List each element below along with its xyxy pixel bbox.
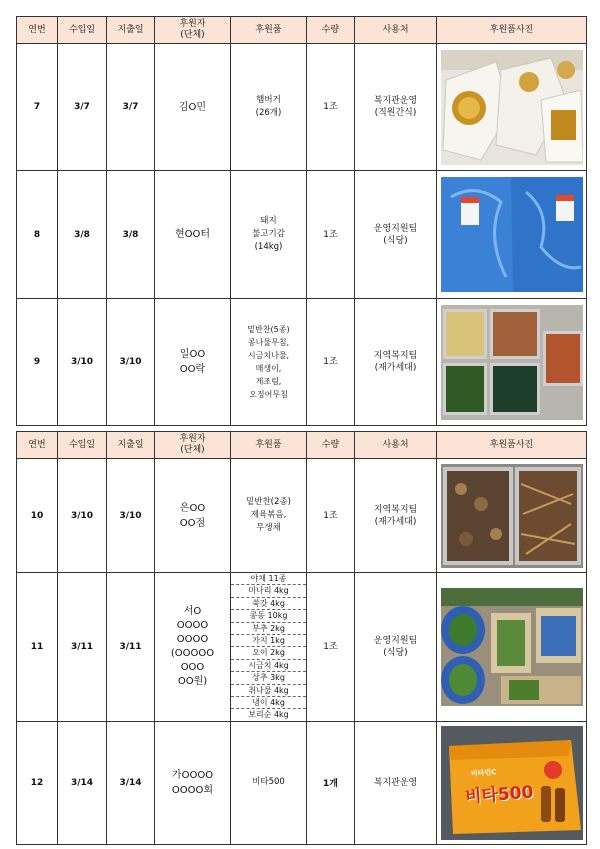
row-donor: 일OO OO락 bbox=[155, 299, 231, 426]
table-row bbox=[17, 459, 587, 573]
vita500-box-label: 비타500 bbox=[464, 782, 534, 808]
row-photo-cell bbox=[437, 44, 587, 171]
row-qty: 1조 bbox=[307, 299, 355, 426]
row-item: 밑반찬(2종) 제육볶음, 무생채 bbox=[231, 459, 307, 573]
header-in-date: 수입일 bbox=[58, 17, 107, 44]
row-out-date: 3/8 bbox=[107, 171, 155, 299]
header-donor: 후원자 (단체) bbox=[155, 432, 231, 459]
row-no: 10 bbox=[17, 459, 58, 573]
list-item: 쑥갓 4kg bbox=[231, 598, 306, 610]
row-donor: 서O OOOO OOOO (OOOOO OOO OO원) bbox=[155, 573, 231, 722]
row-no: 7 bbox=[17, 44, 58, 171]
table-row bbox=[17, 171, 587, 299]
donation-table-2 bbox=[16, 431, 587, 845]
vegetables-photo bbox=[441, 588, 583, 706]
row-in-date: 3/8 bbox=[58, 171, 107, 299]
row-donor: 은OO OO점 bbox=[155, 459, 231, 573]
row-item: 돼지 불고기감 (14kg) bbox=[231, 171, 307, 299]
row-donor: 가OOOO OOOO회 bbox=[155, 721, 231, 844]
list-item: 상추 3kg bbox=[231, 672, 306, 684]
list-item: 오이 2kg bbox=[231, 647, 306, 659]
row-use: 지역복지팀 (재가세대) bbox=[355, 459, 437, 573]
row-no: 8 bbox=[17, 171, 58, 299]
header-qty: 수량 bbox=[307, 17, 355, 44]
row-use: 지역복지팀 (재가세대) bbox=[355, 299, 437, 426]
table-row bbox=[17, 721, 587, 844]
row-no: 9 bbox=[17, 299, 58, 426]
two-side-dishes-photo bbox=[441, 464, 583, 568]
header-no: 연번 bbox=[17, 432, 58, 459]
row-qty: 1조 bbox=[307, 171, 355, 299]
header-item: 후원품 bbox=[231, 432, 307, 459]
row-out-date: 3/10 bbox=[107, 299, 155, 426]
table-row bbox=[17, 573, 587, 722]
row-item-list-cell bbox=[231, 573, 307, 722]
row-photo-cell bbox=[437, 171, 587, 299]
vita500-box-subtext: 비타민C bbox=[470, 767, 497, 778]
list-item: 취나물 4kg bbox=[231, 685, 306, 697]
row-photo-cell bbox=[437, 573, 587, 722]
row-in-date: 3/7 bbox=[58, 44, 107, 171]
hamburger-photo bbox=[441, 50, 583, 165]
row-out-date: 3/11 bbox=[107, 573, 155, 722]
row-photo-cell bbox=[437, 299, 587, 426]
row-no: 11 bbox=[17, 573, 58, 722]
row-use: 복지관운영 (직원간식) bbox=[355, 44, 437, 171]
row-donor: 현OO터 bbox=[155, 171, 231, 299]
row-no: 12 bbox=[17, 721, 58, 844]
list-item: 콩동 10kg bbox=[231, 610, 306, 622]
header-out-date: 지출일 bbox=[107, 432, 155, 459]
donation-table-1 bbox=[16, 16, 587, 426]
row-photo-cell bbox=[437, 721, 587, 844]
row-photo-cell bbox=[437, 459, 587, 573]
header-no: 연번 bbox=[17, 17, 58, 44]
side-dishes-photo bbox=[441, 305, 583, 420]
header-photo: 후원품사진 bbox=[437, 17, 587, 44]
row-out-date: 3/10 bbox=[107, 459, 155, 573]
list-item: 부추 2kg bbox=[231, 623, 306, 635]
header-photo: 후원품사진 bbox=[437, 432, 587, 459]
pork-photo bbox=[441, 177, 583, 292]
list-item: 가지 1kg bbox=[231, 635, 306, 647]
header-qty: 수량 bbox=[307, 432, 355, 459]
table-row bbox=[17, 299, 587, 426]
list-item: 야채 11종 bbox=[231, 573, 306, 585]
header-donor: 후원자 (단체) bbox=[155, 17, 231, 44]
row-out-date: 3/14 bbox=[107, 721, 155, 844]
row-in-date: 3/10 bbox=[58, 459, 107, 573]
vita500-photo bbox=[441, 726, 583, 840]
row-in-date: 3/10 bbox=[58, 299, 107, 426]
row-qty: 1조 bbox=[307, 44, 355, 171]
row-qty: 1개 bbox=[307, 721, 355, 844]
row-item: 햄버거 (26개) bbox=[231, 44, 307, 171]
row-use: 운영지원팀 (식당) bbox=[355, 171, 437, 299]
row-in-date: 3/11 bbox=[58, 573, 107, 722]
header-row bbox=[17, 432, 587, 459]
list-item: 시금치 4kg bbox=[231, 660, 306, 672]
row-qty: 1조 bbox=[307, 459, 355, 573]
row-donor: 김O민 bbox=[155, 44, 231, 171]
row-item: 비타500 bbox=[231, 721, 307, 844]
header-in-date: 수입일 bbox=[58, 432, 107, 459]
list-item: 냉이 4kg bbox=[231, 697, 306, 709]
vegetable-list bbox=[231, 573, 306, 721]
row-qty: 1조 bbox=[307, 573, 355, 722]
row-in-date: 3/14 bbox=[58, 721, 107, 844]
list-item: 미나리 4kg bbox=[231, 585, 306, 597]
header-use: 사용처 bbox=[355, 17, 437, 44]
header-item: 후원품 bbox=[231, 17, 307, 44]
header-use: 사용처 bbox=[355, 432, 437, 459]
row-use: 운영지원팀 (식당) bbox=[355, 573, 437, 722]
table-row bbox=[17, 44, 587, 171]
header-row bbox=[17, 17, 587, 44]
list-item: 보리순 4kg bbox=[248, 710, 289, 720]
row-out-date: 3/7 bbox=[107, 44, 155, 171]
header-out-date: 지출일 bbox=[107, 17, 155, 44]
row-item: 밑반찬(5종) 콩나물무침, 시금치나물, 매생이, 게조림, 오징어무침 bbox=[231, 299, 307, 426]
row-use: 복지관운영 bbox=[355, 721, 437, 844]
